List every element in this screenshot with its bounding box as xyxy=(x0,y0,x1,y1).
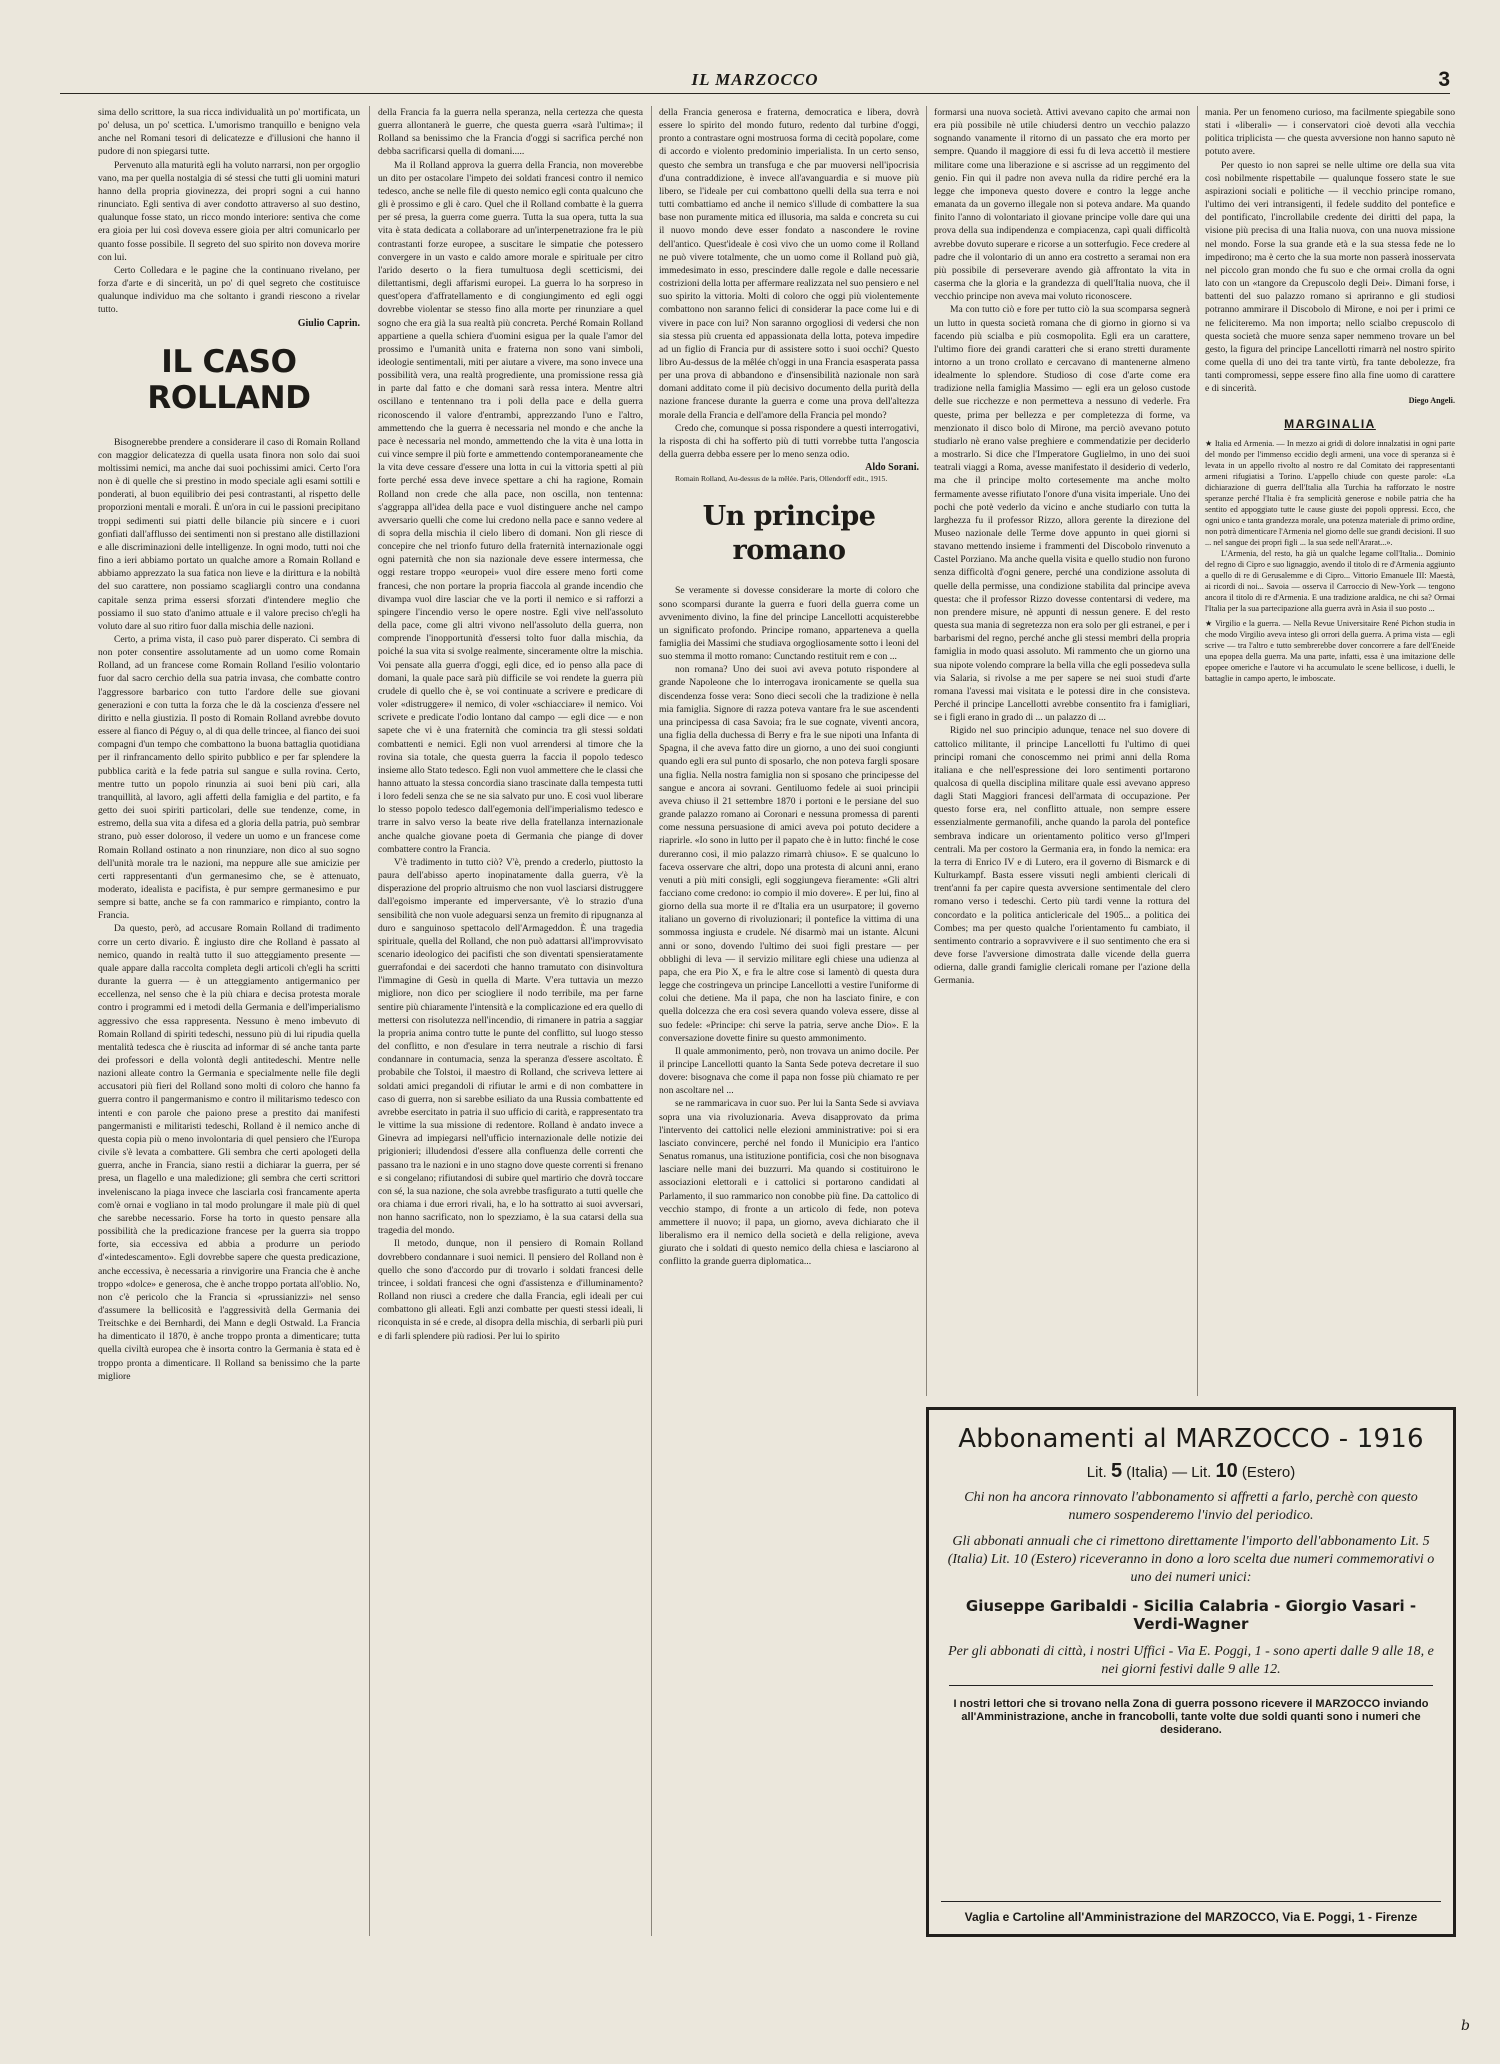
ad-divider xyxy=(949,1685,1433,1686)
article-paragraph: Da questo, però, ad accusare Romain Rolland di tradimento corre un certo divario. È ingiusto dire che Rolland è passato al nemico, quando in realtà tutto il suo atteggiamento presente — quale appare dalla raccolta completa degli articoli ch'egli ha scritti durante la guerra — è un atteggiamento antigermanico per eccellenza, nel senso che è la più chiara e decisa protesta morale contro i programmi ed i metodi della Germania e dell'imperialismo aggressivo che essa rappresenta. Nessuno è meno imbevuto di Romain Rolland di spiriti tedeschi, nessuno più di lui ripudia quella mentalità tedesca che è riuscita ad informar di sé anche tanta parte dei professori e della volontà degli antitedeschi. Mentre nelle nazioni alleate contro la Germania e specialmente nelle file degli accusatori più fieri del Rolland sono molti di coloro che hanno fa guerra contro il pangermanismo e contro il militarismo tedesco con intenti e con parole che paiono prese a prestito dai manifesti pangermanisti e militaristi tedeschi, Rolland è il nemico anche di questa copia più o meno involontaria di quel pensiero che l'Europa civile s'è levata a combattere. Gli sembra che certi apologeti della guerra, anche in Francia, siano restii a dichiarar la guerra, per sé presa, un flagello e una maledizione; gli sembra che certi scrittori inveleniscano la piaga invece che lasciarla così francamente aperta com'è ornai e vogliano in tal modo prolungare il male più di quel che sarebbe necessario. Forse ha torto in questo pensare alla possibilità che la predicazione francese per la guerra sia troppo forte, sia eccessiva ed abbia a produrre un periodo d'«intedescamento». Egli dovrebbe sapere che questa predicazione, anche eccessiva, è necessaria a rinvigorire una Francia che è anche troppo «dolce» e generosa, che è anche troppo portata all'oblio. No, non c'è pericolo che la Francia si «prussianizzi» nel senso d'assumere la bellicosità e l'aggressività della Germania dei Treitschke e dei Bernhardi, dei Mann e degli Ostwald. La Francia ha dimenticato il 1870, è anche troppo pronta a dimenticare; tutta quella civiltà europea che è insorta contro la Germania è stata ed è troppo pronta a dimenticare. Il Rolland sa benissimo che la parte migliore xyxy=(98,923,360,1382)
article-signature: Aldo Sorani. xyxy=(865,462,919,474)
ad-war-zone-note: I nostri lettori che si trovano nella Zona di guerra possono ricevere il MARZOCCO inviando all'Amministrazione, anche in francobolli, tante volte due soldi quanti sono i numeri che desiderano. xyxy=(953,1698,1429,1736)
article-paragraph: della Francia fa la guerra nella speranza, nella certezza che questa guerra allontanerà le guerre, che questa guerra «sarà l'ultima»; il Rolland sa benissimo che la Francia d'oggi si sacrifica perché non debba sacrificarsi quella di domani..... xyxy=(378,107,643,158)
price-region: (Italia) xyxy=(1126,1464,1168,1481)
article-paragraph: Certo Colledara e le pagine che la continuano rivelano, per forza d'arte e di sincerità, un po' di quel segreto che costituisce qualunque individuo ma che soltanto i grandi riescono a rivelar tutto. xyxy=(98,264,360,316)
article-paragraph: Credo che, comunque si possa rispondere a questi interrogativi, la risposta di chi ha sofferto più di tutti vorrebbe tutta l'angoscia della guerra debba essere per lo meno senza odio. xyxy=(659,422,919,461)
article-paragraph: Per questo io non saprei se nelle ultime ore della sua vita così nobilmente rispettabile — qualunque fossero state le sue aspirazioni sociali e politiche — il vecchio principe romano, l'ultimo dei veri intransigenti, il fedele suddito del pontefice e del pontificato, l'incrollabile credente dei diritti del papa, la visione più precisa di una Italia nuova, con una nuova missione nel mondo. Forse la sua grande età e la sua stessa fede ne lo impedirono; ma è certo che la sua morte non passerà inosservata nel piccolo gran mondo che fu suo e che ormai crolla da ogni lato con un «tangore da Crepuscolo degli Dei». Dimani forse, i battenti del suo palazzo romano si apriranno e gli studiosi potranno ammirare il Discobolo di Mirone, e noi per i primi ce ne feliciteremo. Ma non importa; nello scialbo crepuscolo di questa società che muore senza saper nemmeno trovare un bel gesto, la figura del principe Lancellotti rimarrà nel nostro spirito come quella di uno dei tra tante virtù, fra tante debolezze, fra tanti compromessi, seppe essere fino alla fine uomo di carattere e di sincerità. xyxy=(1205,159,1455,395)
article-paragraph: se ne rammaricava in cuor suo. Per lui la Santa Sede si avviava sopra una via rivoluzionaria. Aveva disapprovato da prima l'intervento dei cattolici nelle elezioni amministrative: poi si era lasciato convincere, perché nel fondo il Municipio era l'antico Senatus romanus, una istituzione pontificia, così che non bisognava lasciare nelle mani dei buzzurri. Ma quando si costituirono le associazioni elettorali e i cattolici si portarono candidati al Parlamento, il suo rammarico non conobbe più fine. Da cattolico di vecchio stampo, di fronte a un articolo di fede, non poteva ammettere il nuovo; il papa, un giorno, aveva dichiarato che il liberalismo era il nemico della società e della religione, aveva giurato che i soldati di questo nemico della chiesa e lasciarono al conflitto la grande guerra diplomatica... xyxy=(659,1098,919,1268)
article-signature: Diego Angeli. xyxy=(1408,396,1455,406)
price-label: Lit. xyxy=(1191,1464,1212,1481)
column-divider xyxy=(651,106,652,1936)
article-paragraph: mania. Per un fenomeno curioso, ma facilmente spiegabile sono stati i «liberali» — i conservatori cioè devoti alla vecchia politica triplicista — che questa avversione non hanno saputo nè potuto avere. xyxy=(1205,107,1455,158)
article-paragraph: Rigido nel suo principio adunque, tenace nel suo dovere di cattolico militante, il principe Lancellotti fu l'ultimo di quei principi romani che conoscemmo nei primi anni della Roma italiana e che nell'espressione dei loro sentimenti portarono qualcosa di quella disciplina militare quale essi avevano appreso dagli Stati Maggiori francesi dell'armata di occupazione. Per questo forse era, nel conflitto attuale, non sempre essere essenzialmente germanofili, anche quando la parola del pontefice sembrava indicare un orientamento politico verso gl'Imperi centrali. Ma per costoro la Germania era, in fondo la nemica: era la terra di Enrico IV e di Lutero, era il governo di Bismarck e di Kulturkampf. Basta essere vissuti negli ambienti clericali di trent'anni fa per capire questa avversione sentimentale del clero romano verso i tedeschi. Certo più tardi venne la rottura del concordato e la politica anticlericale del 1905... a politica dei Combes; ma per questo qualche l'orientamento fu cambiato, il sentimento contrario a sopravvivere e il suo sentimento che era si deve forse l'avversione dimostrata dalle vicende della guerra odierna, dalle grandi famiglie clericali romane per l'azione della Germania. xyxy=(934,725,1190,987)
ad-footer: Vaglia e Cartoline all'Amministrazione del MARZOCCO, Via E. Poggi, 1 - Firenze xyxy=(941,1901,1441,1924)
column-2 xyxy=(378,106,643,1946)
page-mark: b xyxy=(1461,2018,1470,2034)
article-paragraph: sima dello scrittore, la sua ricca individualità un po' mortificata, un po' delusa, un po' scettica. L'umorismo tranquillo e benigno vela anche nel Romani tesori di delicatezze e d'illusioni che hanno il pudore di non spiegarsi tutte. xyxy=(98,107,360,158)
article-paragraph: della Francia generosa e fraterna, democratica e libera, dovrà essere lo spirito del mondo futuro, redento dal turbine d'oggi, pronto a contrastare ogni mostruosa forma di cecità popolare, come di accordo e violento predominio imperialista. In un certo senso, questo che sembra un transfuga e che par muoversi nell'ipocrisia d'una contraddizione, è invece all'avanguardia e si muove più libero, se l'ideale per cui combattono quelli della sua terra e noi tutti combattiamo ed anche il nemico s'illude di combattere la sua base non puramente mitica ed illusoria, ma salda e concreta su cui il nuovo mondo deve esser fondato a nascondere le rovine dell'antico. Quest'ideale è così vivo che un uomo come il Rolland ne può vivere totalmente, che un uomo come il Rolland può già, immedesimato in esso, prescindere dalle regole e dalle necessarie costrizioni della lotta per affermare realizzata nel suo pensiero e nel suo spirito la vittoria. Molti di coloro che oggi più violentemente combattono non saranno felici di considerar la pace come lui e di vivere in pace con lui? Non saranno orgogliosi di vedersi che non sia stessa più cruenta ed appassionata della lotta, poteva impedire ad un figlio di Francia pur di assistere sotto i suoi occhi? Questo libro Au-dessus de la mêlée ch'oggi in una Francia esasperata passa per una prova di abbandono e d'insensibilità nazionale non sarà domani additato come il più decisivo documento della purità della nazione francese durante la guerra e come una prova dell'altezza morale della Francia e dell'amore della Francia pel mondo? xyxy=(659,107,919,421)
column-1 xyxy=(98,106,360,1946)
article-paragraph: Ma con tutto ciò e fore per tutto ciò la sua scomparsa segnerà un lutto in questa società romana che di giorno in giorno si va facendo più scialba e più cosmopolita. Egli era un carattere, l'ultimo fiore dei grandi caratteri che si erano stretti duramente intorno a un trono crollato e cercavano di mantenerne almeno idealmente lo splendore. Studioso di cose d'arte come era tradizione nella famiglia Massimo — egli era un geloso custode delle sue ricchezze e non permetteva a nessuno di vederle. Fra queste, prima per bellezza e per completezza di forme, va menzionato il disco bolo di Mirone, ma perciò avevano potuto studiarlo nè erano valse preghiere e commendatizie per deciderlo a mostrarlo. Si dice che l'Imperatore Guglielmo, in uno dei suoi teatrali viaggi a Roma, avesse manifestato il desiderio di vederlo, ma che il principe molto cortesemente ma anche molto fermamente avesse rifiutato l'onore d'una visita imperiale. Uno dei pochi che potè vederlo da vicino e anche studiarlo con tutta la larghezza fu il professor Rizzo, allora gerente la direzione del Museo nazionale delle Terme dove appunto in quei giorni si stavano mettendo insieme i frammenti del Discobolo rinvenuto a Castel Porziano. Ma anche quella visita e quello studio non furono senza difficoltà d'ogni genere, perché una condizione assoluta di quelle della permisse, una condizione stabilita dal principe aveva questa: che il professor Rizzo dovesse contentarsi di vedere, ma non prendere misure, nè appunti di nessun genere. E del resto questa sua mania di segretezza non era solo per gli estranei, e per i barbarismi del regno, perché anche gli stessi membri della propria famiglia in modo quasi assoluto. Mi rammento che un giorno una sua nipote volendo comprare la bella villa che egli possedeva sulla via Salaria, si rivolse a me per sapere se nei suoi studi d'arte romana l'avessi mai visitata e le potessi dire in che consisteva. Perché il principe Lancellotti avrebbe consentito fra i famigliari, se i figli erano in grado di ... un palazzo di ... xyxy=(934,304,1190,724)
price-label: Lit. xyxy=(1086,1464,1107,1481)
marginalia-item: L'Armenia, del resto, ha già un qualche legame coll'Italia... Dominio del regno di Cipro e suo lignaggio, avendo il titolo di re d'Armenia aggiunto a quello di re di Gerusalemme e di Cipro... Vittorio Emanuele III: Maestà, ai ricordi di noi... Savoia — osserva il Carroccio di New-York — tengono ancora il titolo di re d'Armenia. E una tradizione araldica, ne chi sa? Ormai l'Italia per la sua partecipazione alla guerra avrà in Asia il suo posto ... xyxy=(1205,548,1455,613)
article-headline: Un principe romano xyxy=(702,501,876,567)
ad-office-hours: Per gli abbonati di città, i nostri Uffici - Via E. Poggi, 1 - sono aperti dalle 9 alle 18, e nei giorni festivi dalle 9 alle 12. xyxy=(948,1644,1434,1677)
price-abroad: 10 xyxy=(1215,1460,1238,1482)
column-5 xyxy=(1205,106,1455,1401)
article-headline: IL CASO ROLLAND xyxy=(147,343,311,416)
page-number: 3 xyxy=(1438,68,1450,91)
price-region: (Estero) xyxy=(1241,1464,1296,1481)
section-heading: MARGINALIA xyxy=(1284,417,1376,432)
article-paragraph: formarsi una nuova società. Attivi avevano capito che armai non era più possibile nè utile chiudersi dentro un vecchio palazzo sognando vanamente il ritorno di un passato che era morto per sempre. Quando il maggiore di essi fu di leva accettò il mestiere militare come una liberazione e si ascrisse ad un reggimento del genio. Fin qui il padre non aveva nulla da ridire perché era la legge che imponeva questo dovere e contro la legge anche emanata da un governo illegale non si poteva andare. Ma quando finito l'anno di volontariato il giovane principe volle dare qui una prova della sua indipendenza e compiacenza, capì quali difficoltà avrebbe dovuto superare e ricorse a un sotterfugio. Fece credere al padre che il volontario di un anno era costretto a seramai non era più possibile di perseverare avendo già affrontato la vita in caserma che la gloria e la grandezza di quell'Italia nuova, che il vecchio principe non aveva mai voluto riconoscere. xyxy=(934,107,1190,303)
article-signature: Giulio Caprin. xyxy=(297,317,360,329)
article-paragraph: Se veramente si dovesse considerare la morte di coloro che sono scomparsi durante la guerra e fuori della guerra come un avvenimento divino, la fine del principe Lancellotti acquisterebbe un significato profondo. Principe romano, apparteneva a quella famiglia dei Massimi che studiava orgogliosamente sotto i leoni del suo stemma il motto romano: Cunctando restituit rem e con ... xyxy=(659,585,919,663)
ad-title: Abbonamenti al MARZOCCO - 1916 xyxy=(958,1424,1424,1454)
ad-gift-text: Gli abbonati annuali che ci rimettono direttamente l'importo dell'abbonamento Lit. 5 (Italia) Lit. 10 (Estero) riceveranno in dono a loro scelta due numeri commemorativi o uno dei numeri unici: xyxy=(947,1534,1435,1585)
article-paragraph: non romana? Uno dei suoi avi aveva potuto rispondere al grande Napoleone che lo interrogava ironicamente se quella sua discendenza fosse vera: Sono dieci secoli che la tradizione è nella mia famiglia. Signore di razza poteva vantare fra le sue ascendenti una principessa di casa Savoia; fra le sue cognate, viventi ancora, una figlia della duchessa di Berry e fra le sue nipoti una Infanta di Spagna, il che aveva fatto dire un giorno, a uno dei suoi congiunti quando egli era sul punto di sposarlo, che non poteva fargli sposare una figlia. Nella nostra famiglia non si sposano che principesse del sangue e ancora ai sovrani. Gentiluomo fedele ai suoi principii aveva chiuso il 21 settembre 1870 i portoni e le persiane del suo grande palazzo romano ai Coronari e nessuna promessa di parenti come nessuna persuasione di amici aveva poi potuto decidere a riaprirle. «Io sono in lutto per il papato che è in lutto: finché le cose dureranno così, il mio palazzo rimarrà chiuso». E se qualcuno lo faceva osservare che altri, dopo una protesta di alcuni anni, erano venuti a più miti consigli, egli soggiungeva fieramente: «Gli altri facciano come credono: io compio il mio dovere». E per lui, fino al giorno della sua morte il re d'Italia era un usurpatore; il governo italiano un governo di rivoluzionari; il pontefice la vittima di una sommossa ingiusta e crudele. Né disarmò mai un istante. Alcuni anni or sono, dovendo l'ultimo dei suoi figli prestare — per obblighi di leva — il servizio militare egli chiese una udienza al papa, che era Pio X, e fra le altre cose si lamentò di questa dura legge che costringeva un principe Lancellotti a vestire l'uniforme di colui che detiene. Ma il papa, che non ha lasciato finire, e con quella dolcezza che era così severa quando voleva essere, disse al suo fedele: «Principe: chi serve la patria, serve anche Dio». E la conversazione dovette finire su questo ammonimento. xyxy=(659,664,919,1044)
column-divider xyxy=(926,106,927,1396)
column-3 xyxy=(659,106,919,1946)
article-paragraph: Il quale ammonimento, però, non trovava un animo docile. Per il principe Lancellotti quanto la Santa Sede poteva decretare il suo dovere: bisognava che come il papa non fosse più chiamato re per non ascoltare nel ... xyxy=(659,1045,919,1097)
subscription-advertisement xyxy=(926,1407,1456,1937)
article-paragraph: Ma il Rolland approva la guerra della Francia, non moverebbe un dito per ostacolare l'impeto dei soldati francesi contro il nemico tedesco, anche se nelle file di questo nemico egli conta qualcuno che gli è prossimo e gli è caro. Quel che il Rolland combatte è la guerra per sé presa, la guerra come guerra. Tutta la sua opera, tutta la sua vita è stata dedicata a collaborare ad un'interpenetrazione fra le più contrastanti forze europee, a suscitare le simpatie che potessero convergere in un vasto e caldo amore morale e spirituale per citro l'arido deserto o la fiera tumultuosa degli scetticismi, dei dilettantismi, degli affarismi europei. La guerra lo ha sorpreso in quest'opera d'affratellamento e di congiungimento ed egli oggi dovrebbe violentar se stesso fino alla morte per rinunziare a quel sogno che era già la sua realtà più concreta. Perché Romain Rolland appartiene a quella schiera d'uomini esigua per la quale l'amor del prossimo e l'umanità unita e fraterna non sono vani simboli, ideologie sentimentali, miti per aiutare a vivere, ma sono invece una possibilità vera, una realtà progrediente, una promissione ressa già in parte dal fatto e che domani sarà ressa intera. Mentre altri oscillano e tentennano tra i poli della pace e della guerra riconoscendo il valore d'entrambi, apprezzando l'uno e l'altro, ammettendo che la guerra è necessaria nel mondo e che anche la pace è necessaria nel mondo, ammettendo che la vita è una lotta in cui vince sempre il più forte e ammettendo contemporaneamente che la vita deve cessare d'essere una lotta in cui la vittoria spetti al più forte perché essa deve invece spettare a chi ha ragione, Romain Rolland non crede che alla pace, non oscilla, non tentenna: s'aggrappa all'idea della pace e vuol distinguere anche nel campo avversario quelli che come lui credono nella pace e sanno vedere al di sopra della mischia il cielo libero di domani. Non gli riesce di concepire che nel trionfo futuro della fraternità internazionale oggi ogni paternità che non sia nazionale deve essere intermessa, che oggi restare troppo «europei» vuol dire essere meno forti come francesi, che non portare la propria fiaccola al grande incendio che divampa vuol dire lasciar che ve la porti il nemico e si rafforzi a spingere l'incendio verso le opere nostre. Egli vive nell'assoluto della pace, come gli altri vivono nell'assoluto della guerra, non comprende l'inopportunità d'essersi tolto fuor dalla mischia, da poiché la sua vita si svolge realmente, sinceramente oltre la mischia. Voi pensate alla guerra d'oggi, egli dice, ed io penso alla pace di domani, la quale pace sarà più difficile se voi rendete la guerra più crudele di quello che è, se voi continuate a scrivere e predicare di voler «distruggere» il nemico, di voler «schiacciare» il nemico. Voi scrivete e predicate l'odio lontano dal campo — egli dice — e non sapete che vi è una fraternità che comincia tra gli stessi soldati combattenti e nemici. Egli non vuol arrendersi al timore che la rovina sia totale, che questa guerra la faccia il popolo tedesco insieme allo Stato tedesco. Egli non vuol ammettere che le classi che hanno attuato la stessa concordia siano trascinate dalla tempesta tutti i loro fedeli senza che se ne sia salvato pur uno. E così vuol liberare lo stesso popolo tedesco dall'egemonia dell'imperialismo tedesco e trarre in salvo verso la beate rive della fratellanza internazionale anche qualche giovane poeta di Germania che piange di dover combattere contro la Francia. xyxy=(378,159,643,855)
header-rule xyxy=(60,93,1450,94)
marginalia-item: ★ Virgilio e la guerra. — Nella Revue Universitaire René Pichon studia in che modo Virgilio aveva inteso gli orrori della guerra. A prima vista — egli scrive — tra l'altro e tutto sembrerebbe dover concorrere a fare dell'Eneide una epopea della guerra. Ma una parte, infatti, essa è una imitazione delle epopee omeriche e l'autore vi ha accumulato le scene bellicose, i duelli, le battaglie in campo aperto, le imboscate. xyxy=(1205,618,1455,683)
ad-special-issues: Giuseppe Garibaldi - Sicilia Calabria - Giorgio Vasari - Verdi-Wagner xyxy=(965,1597,1417,1633)
price-italy: 5 xyxy=(1110,1460,1123,1482)
article-paragraph: Certo, a prima vista, il caso può parer disperato. Ci sembra di non poter consentire assolutamente ad un uomo come Romain Rolland, ad un francese come Romain Rolland l'esilio volontario fuor dal sacro cerchio della sua patria invasa, che combatte contro l'aggressore barbarico con tutto l'ardore delle sue giovani generazioni e con tutta la forza che le dà la coscienza d'essere nel diritto e nella giustizia. Il posto di Romain Rolland avrebbe dovuto essere al fianco di Péguy o, al di qua delle trincee, al fianco dei suoi compagni d'un tempo che combattono la buona battaglia quotidiana per il rinfrancamento dello spirito pubblico e per far splendere la pubblica carità e la fede patria sul sangue e sulla rovina. Certo, mentre tutto un popolo rinunzia ai suoi beni più cari, alla tranquillità, al lavoro, agli affetti della famiglia e del partito, e fa getto dei suoi spiriti particolari, delle sue tendenze, come, in estremo, della sua vita a difesa ed a gloria della patria, può sembrar strano, può esser doloroso, il vedere un uomo e un francese come Romain Rolland ostinato a non rinunziare, non dico al suo sogno dell'unità morale tra le nazioni, ma neppure alle sue amicizie per certi rappresentanti d'un germanesimo che, se è attenuato, moderato, idealista e pacifista, è pur sempre germanesimo e pur sempre si batte, anche se fa con rammarico e rimpianto, contro la Francia. xyxy=(98,634,360,922)
article-paragraph: Il metodo, dunque, non il pensiero di Romain Rolland dovrebbero condannare i suoi nemici. Il pensiero del Rolland non è quello che sono d'accordo pur di trovarlo i soldati francesi delle trincee, i soldati francesi che ogni d'assistenza e d'illuminamento? Rolland non riuscì a credere che dalla Francia, egli ideali per cui combattono gli alleati. Egli anzi combatte per questi stessi ideali, li riconquista in sé e crede, al disopra della mischia, di serbarli più puri e di farli splendere più radiosi. Per lui lo spirito xyxy=(378,1238,643,1342)
article-paragraph: Pervenuto alla maturità egli ha voluto narrarsi, non per orgoglio vano, ma per quella nostalgia di sé stessi che tutti gli uomini maturi hanno della propria giovinezza, dei propri sogni a cui hanno rinunciato. Egli sentiva di aver condotto attraverso al suo destino, qualunque fosse stato, un ricco mondo interiore: sentiva che come era gioia per lui così doveva essere gioia per altri comunicarlo per quanto fosse possibile. Il segreto del suo spirito non doveva morire con lui. xyxy=(98,159,360,263)
column-divider xyxy=(369,106,370,1936)
ad-prices xyxy=(929,1460,1453,1483)
periodical-title: IL MARZOCCO xyxy=(691,70,819,89)
masthead xyxy=(60,70,1450,92)
column-4 xyxy=(934,106,1190,1401)
article-paragraph: V'è tradimento in tutto ciò? V'è, prendo a crederlo, piuttosto la paura dell'abisso aperto inopinatamente dalla guerra, v'è la disperazione del proprio altruismo che non vuol lasciarsi distruggere dall'egoismo imperante ed imperversante, v'è lo strazio d'una sensibilità che non vuole adeguarsi senza un fremito di ripugnanza al duro e sanguinoso spettacolo dell'Armageddon. È una tragedia spirituale, quella del Rolland, che non può adattarsi all'improvvisato scenario ideologico dei pacifisti che son diventati spensieratamente guerrafondai e dei sacerdoti che hanno tramutato con disinvoltura l'immagine di Gesù in quella di Marte. V'era tuttavia un mezzo migliore, non dico per sciogliere il nodo terribile, ma per farne sentire più chiaramente l'intensità e la complicazione ed era quello di mettersi con risolutezza nell'incendio, di rimanere in patria a saggiar la propria anima contro tutte le punte del conflitto, sul luogo stesso del conflitto, e non d'esulare in terra neutrale a rischio di farsi condannare in contumacia, senza la speranza d'essere ascoltato. È probabile che Tolstoi, il maestro di Rolland, che scriveva lettere ai soldati amici pregandoli di rifiutar le armi e di non combattere in caso di guerra, non si sarebbe esiliato da una Russia combattente ed avrebbe esercitato in patria il suo ufficio di carità, e rappresentato tra le vittime la sua missione di redentore. Rolland è andato invece a Ginevra ad impiegarsi nell'ufficio internazionale delle notizie dei prigionieri; illudendosi d'essere alla confluenza delle correnti che passano tra le nazioni e in uno stagno dove queste correnti si frenano e si congelano; rifiutandosi di subire quel martirio che dovrà toccare con sé, la sua nazione, che sola avrebbe trasfigurato a tutti quelle che ora chiama i due errori rivali, ha, e lo ha sottratto ai suoi avversari, non hanno sacrificato, non lo spezziamo, è la sua catarsi della sua tragedia del mondo. xyxy=(378,856,643,1237)
article-footnote: Romain Rolland, Au-dessus de la mêlée. Paris, Ollendorff edit., 1915. xyxy=(675,474,888,484)
article-paragraph: Bisognerebbe prendere a considerare il caso di Romain Rolland con maggior delicatezza di quella usata finora non solo dai suoi moltissimi nemici, ma anche dai suoi pochissimi amici. Certo l'ora non è di quelle che si prestino in modo speciale agli esami sottili e ponderati, al buon equilibrio dei pesi contrastanti, al rispetto delle proporzioni mentali e morali. È un'ora in cui le passioni precipitano troppi sedimenti sui piatti delle bilancie più sincere e i cuori gonfiati dall'afflusso dei sentimenti non si prestano alle distillazioni e alle discriminazioni delle intelligenze. In ogni modo, tutti noi che fino a ieri abbiamo portato un qualche amore a Romain Rolland e abbiamo apprezzato la sua fatica non lieve e la dirittura e la nobiltà del suo carattere, non possiamo scagliargli contro una condanna capitale senza prima essersi sforzati d'intendere meglio che possiamo il suo stato d'animo attuale e il valore preciso ch'egli ha voluto dare al suo ritiro fuor dalla mischia delle nazioni. xyxy=(98,436,360,632)
price-separator: — xyxy=(1172,1464,1188,1481)
marginalia-item: ★ Italia ed Armenia. — In mezzo ai gridi di dolore innalzatisi in ogni parte del mondo per l'immenso eccidio degli armeni, una voce di speranza si è levata in un appello rivolto al nostro re dal Comitato dei rappresentanti armeni rifugiatisi a Torino. L'appello chiude con queste parole: «La dichiarazione di guerra dell'Italia alla Turchia ha rafforzato le nostre speranze perché l'Italia è fra semplicità generose e nobile patria che ha sentito ed appoggiato tutte le cause giuste dei popoli oppressi. Ecco, che ogni unico e tanta grandezza morale, una potenza materiale di primo ordine, non potrà dimenticare l'Armenia nel giorno delle sue grandi decisioni. Il suo ... nel sangue dei propri figli ... la sua sede nell'Ararat...». xyxy=(1205,438,1455,547)
ad-renewal-text: Chi non ha ancora rinnovato l'abbonamento si affretti a farlo, perchè con questo numero sospenderemo l'invio del periodico. xyxy=(964,1490,1418,1523)
column-divider xyxy=(1197,106,1198,1396)
